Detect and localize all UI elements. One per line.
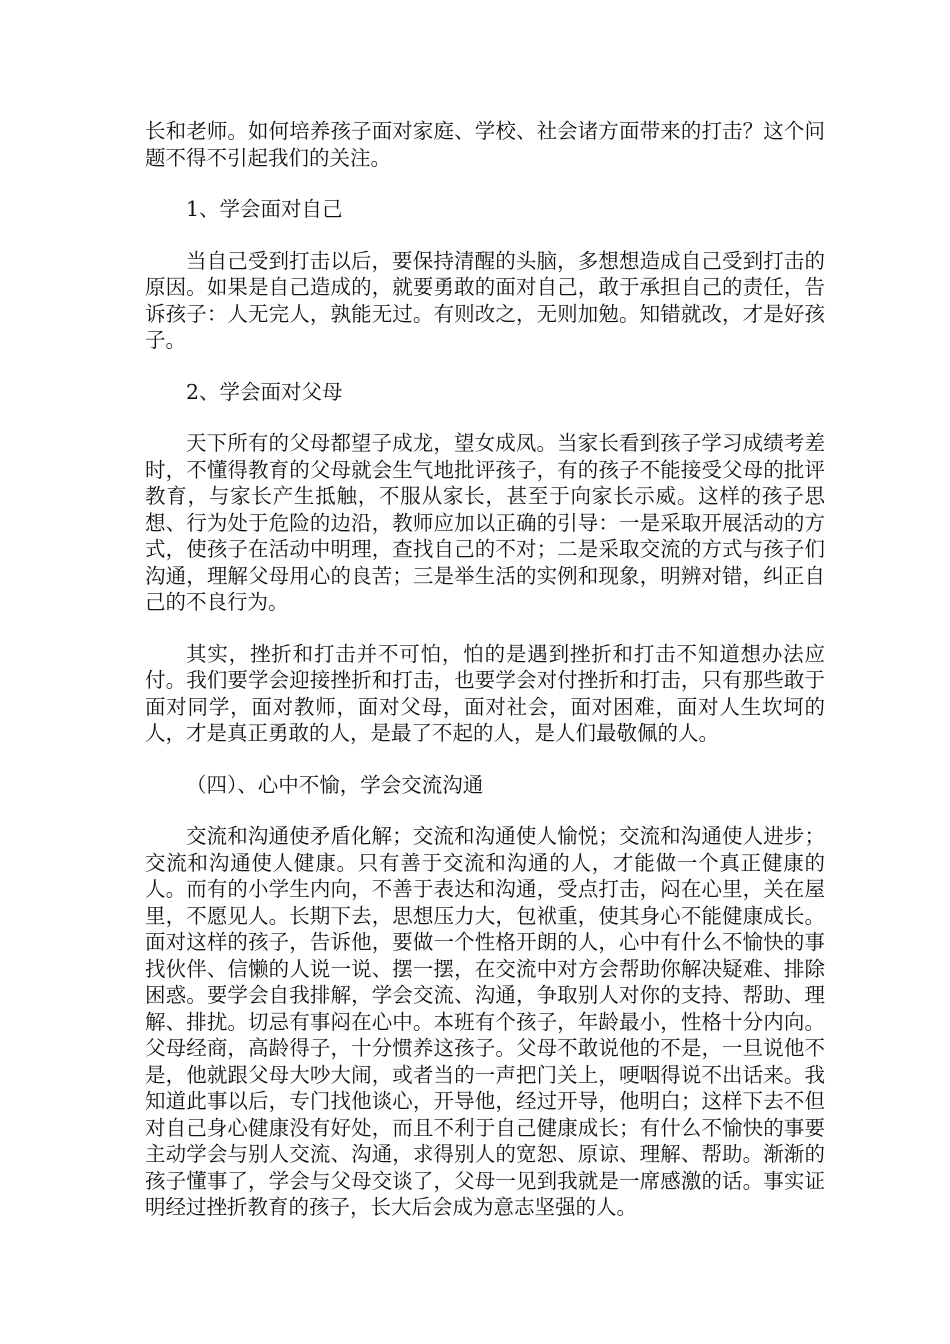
document-page	[145, 118, 825, 1246]
section-heading-face-parents: 2、学会面对父母	[186, 379, 343, 404]
paragraph-face-self: 当自己受到打击以后，要保持清醒的头脑，多想想造成自己受到打击的原因。如果是自己造成的，就要勇敢的面对自己，敢于承担自己的责任，告诉孩子：人无完人，孰能无过。有则改之，无则加勉。知错就改，才是好孩子。	[145, 248, 825, 352]
section-heading-communication: （四）、心中不愉，学会交流沟通	[186, 772, 484, 797]
paragraph-face-parents: 天下所有的父母都望子成龙，望女成凤。当家长看到孩子学习成绩考差时，不懂得教育的父母就会生气地批评孩子，有的孩子不能接受父母的批评教育，与家长产生抵触，不服从家长，甚至于向家长示威。这样的孩子思想、行为处于危险的边沿，教师应加以正确的引导：一是采取开展活动的方式，使孩子在活动中明理，查找自己的不对；二是采取交流的方式与孩子们沟通，理解父母用心的良苦；三是举生活的实例和现象，明辨对错，纠正自己的不良行为。	[145, 431, 825, 614]
paragraph-continuation: 长和老师。如何培养孩子面对家庭、学校、社会诸方面带来的打击？这个问题不得不引起我们的关注。	[145, 119, 825, 170]
section-heading-face-self: 1、学会面对自己	[186, 197, 343, 221]
paragraph-frustration: 其实，挫折和打击并不可怕，怕的是遇到挫折和打击不知道想办法应付。我们要学会迎接挫折和打击，也要学会对付挫折和打击，只有那些敢于面对同学，面对教师，面对父母，面对社会，面对困难，面对人生坎坷的人，才是真正勇敢的人，是最了不起的人，是人们最敬佩的人。	[145, 641, 825, 745]
paragraph-communication: 交流和沟通使矛盾化解；交流和沟通使人愉悦；交流和沟通使人进步；交流和沟通使人健康。只有善于交流和沟通的人，才能做一个真正健康的人。而有的小学生内向，不善于表达和沟通，受点打击，闷在心里，关在屋里，不愿见人。长期下去，思想压力大，包袱重，使其身心不能健康成长。面对这样的孩子，告诉他，要做一个性格开朗的人，心中有什么不愉快的事找伙伴、信懒的人说一说、摆一摆，在交流中对方会帮助你解决疑难、排除困惑。要学会自我排解，学会交流、沟通，争取别人对你的支持、帮助、理解、排扰。切忌有事闷在心中。本班有个孩子，年龄最小，性格十分内向。父母经商，高龄得子，十分惯养这孩子。父母不敢说他的不是，一旦说他不是，他就跟父母大吵大闹，或者当的一声把门关上，哽咽得说不出话来。我知道此事以后，专门找他谈心，开导他，经过开导，他明白；这样下去不但对自己身心健康没有好处，而且不利于自己健康成长；有什么不愉快的事要主动学会与别人交流、沟通，求得别人的宽恕、原谅、理解、帮助。渐渐的孩子懂事了，学会与父母交谈了，父母一见到我就是一席感激的话。事实证明经过挫折教育的孩子，长大后会成为意志坚强的人。	[145, 824, 825, 1219]
